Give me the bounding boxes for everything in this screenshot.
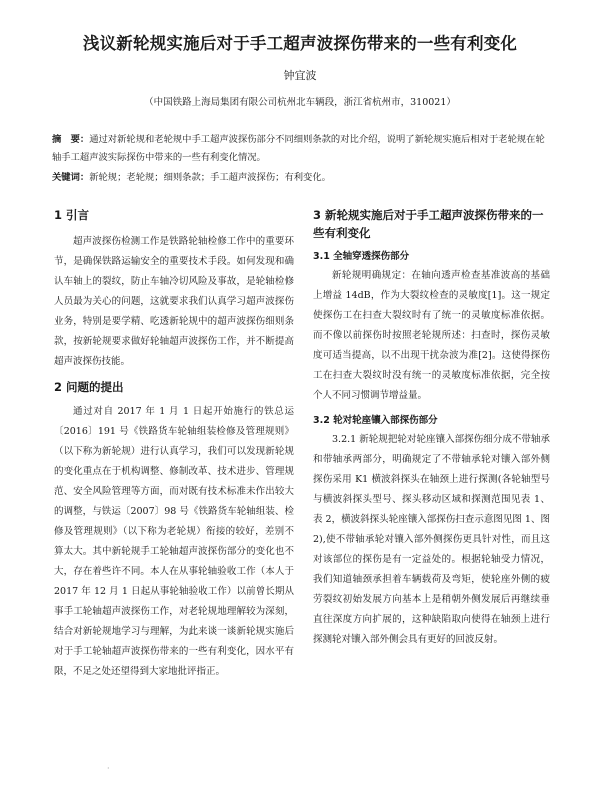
subsection-3-2-heading: 3.2 轮对轮座镶入部探伤部分 — [313, 415, 438, 426]
right-column — [313, 206, 550, 650]
section-2-heading: 2 问题的提出 — [54, 380, 124, 394]
section-1-heading: 1 引言 — [54, 208, 90, 222]
abstract-text: 通过对新轮规和老轮规中手工超声波探伤部分不同细则条款的对比介绍，说明了新轮规实施后相对于老轮规在轮轴手工超声波实际探伤中带来的一些有利变化情况。 — [52, 134, 545, 163]
paper-title: 浅议新轮规实施后对于手工超声波探伤带来的一些有利变化 — [82, 34, 518, 53]
keywords-label: 关键词： — [52, 172, 90, 183]
subsection-3-1-paragraph: 新轮规明确规定：在轴向透声检查基准波高的基础上增益 14dB，作为大裂纹检查的灵敏度[1]。这一规定使探伤工在扫查大裂纹时有了统一的灵敏度标准依据。而不像以前探伤时按照老轮规所述：扫查时，探伤灵敏度可适当提高，以不出现干扰杂波为准[2]。这使得探伤工在扫查大裂纹时没有统一的灵敏度标准依据，完全按个人不同习惯调节增益量。 — [313, 270, 550, 401]
scan-speck: · — [107, 764, 110, 773]
left-column — [54, 206, 294, 682]
keywords-text: 新轮规；老轮规；细则条款；手工超声波探伤；有利变化。 — [89, 172, 331, 183]
section-2-paragraph: 通过对自 2017 年 1 月 1 日起开始施行的铁总运〔2016〕191 号《铁路货车轮轴组装检修及管理规则》（以下称为新轮规）进行认真学习，我们可以发现新轮规的变化重点在于机构调整、修制改革、技术进步、管理规范、安全风险管理等方面，而对既有技术标准未作出较大的调整，与铁运〔2007〕98 号《铁路货车轮轴组装、检修及管理规则》（以下称为老轮规）衔接的较好，差别不算太大。其中新轮规手工轮轴超声波探伤部分的变化也不大，存在着些许不同。本人在从事轮轴验收工作（本人于 2017 年 12 月 1 日起从事轮轴验收工作）以前曾长期从事手工轮轴超声波探伤工作，对老轮规地理解较为深刻，结合对新轮规地学习与理解，为此来谈一谈新轮规实施后对于手工轮轴超声波探伤带来的一些有利变化，因水平有限，不足之处还望得到大家地批评指正。 — [54, 406, 294, 677]
keywords — [52, 170, 552, 186]
author-affiliation: （中国铁路上海局集团有限公司杭州北车辆段，浙江省杭州市，310021） — [144, 97, 456, 108]
abstract — [52, 131, 552, 167]
subsection-3-2-paragraph: 3.2.1 新轮规把轮对轮座镶入部探伤细分成不带轴承和带轴承两部分，明确规定了不带轴承轮对镶入部外侧探伤采用 K1 横波斜探头在轴颈上进行探测(各轮轴型号与横波斜探头型号、探头移动区域和探测范围见表 1、表 2，横波斜探头轮座镶入部探伤扫查示意图见图 1、图 2),使不带轴承轮对镶入部外侧探伤更具针对性，而且这对该部位的探伤是有一定益处的。根据轮轴受力情况，我们知道轴颈承担着车辆载荷及弯矩，使轮座外侧的疲劳裂纹初始发展方向基本上是稍朝外侧发展后再继续垂直往深度方向扩展的，这种缺陷取向使得在轴颈上进行探测轮对镶入部外侧会具有更好的回波反射。 — [313, 434, 550, 645]
author-name: 钟宜波 — [283, 69, 317, 82]
section-3-heading: 3 新轮规实施后对于手工超声波探伤带来的一些有利变化 — [313, 208, 544, 240]
subsection-3-1-heading: 3.1 全轴穿透探伤部分 — [313, 251, 410, 262]
abstract-label: 摘 要： — [52, 134, 90, 145]
section-1-paragraph: 超声波探伤检测工作是铁路轮轴检修工作中的重要环节，是确保铁路运输安全的重要技术手段。如何发现和确认车轴上的裂纹，防止车轴冷切风险及事故，是轮轴检修人员最为关心的问题，这就要求我们认真学习超声波探伤业务，特别是要学精、吃透新轮规中的超声波探伤细则条款，按新轮规要求做好轮轴超声波探伤工作，并不断提高超声波探伤技能。 — [54, 236, 294, 367]
